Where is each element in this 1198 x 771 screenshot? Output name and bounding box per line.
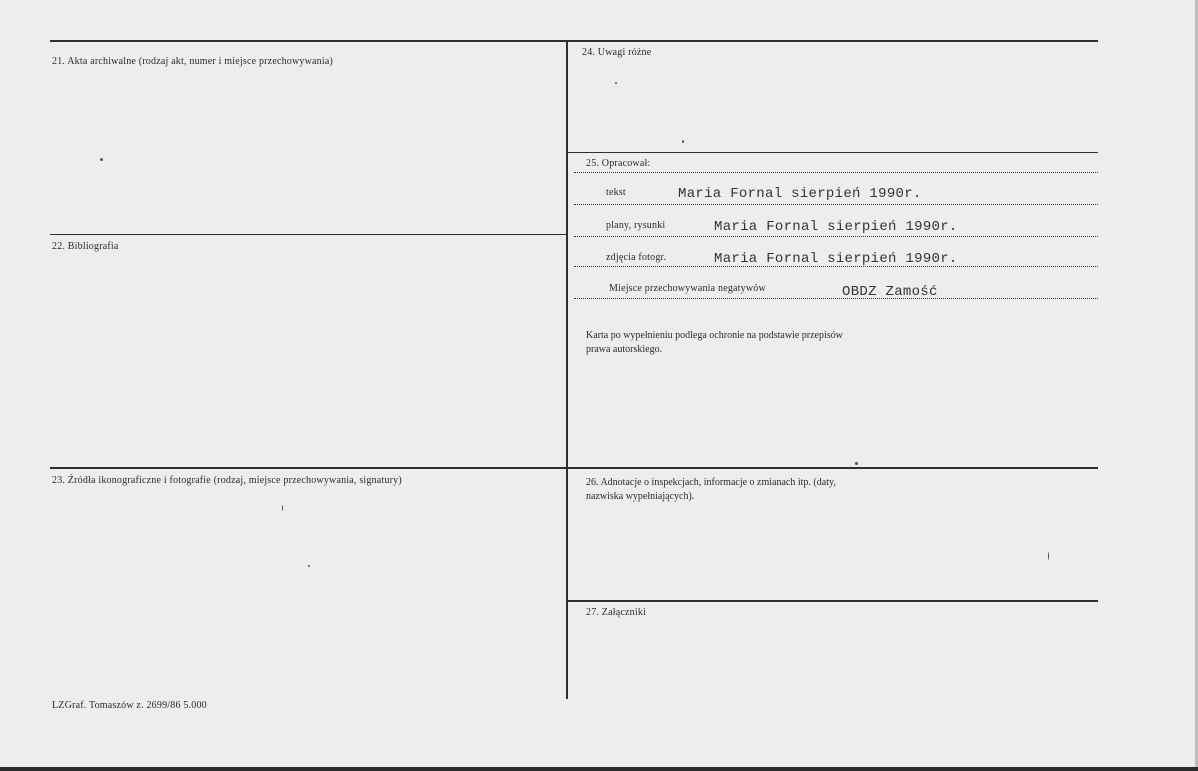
- section-27-label: 27. Załączniki: [586, 607, 646, 618]
- section-23-label: 23. Źródła ikonograficzne i fotografie (rodzaj, miejsce przechowywania, signatury): [52, 475, 402, 486]
- rule-25-26: [568, 467, 1098, 469]
- rule-21-22: [50, 234, 566, 235]
- scan-speck: [308, 565, 310, 567]
- scan-speck: [615, 82, 617, 84]
- section-24-label: 24. Uwagi różne: [582, 47, 652, 58]
- s25-dotline-1: [574, 204, 1098, 205]
- section-26-label-line1: 26. Adnotacje o inspekcjach, informacje o zmianach itp. (daty,: [586, 477, 836, 488]
- section-26-label-line2: nazwiska wypełniających).: [586, 491, 695, 502]
- s25-row-label-tekst: tekst: [606, 187, 626, 198]
- s25-dotline-2: [574, 236, 1098, 237]
- scan-speck: [1048, 552, 1049, 560]
- s25-row-value-tekst: Maria Fornal sierpień 1990r.: [678, 186, 922, 202]
- s25-row-label-negatywy: Miejsce przechowywania negatywów: [609, 283, 766, 294]
- scan-speck: [100, 158, 103, 161]
- scan-speck: [282, 505, 283, 511]
- s25-dotline-4: [574, 298, 1098, 299]
- rule-26-27: [568, 600, 1098, 602]
- top-rule: [50, 40, 1098, 42]
- rule-24-25: [568, 152, 1098, 153]
- printer-imprint: LZGraf. Tomaszów z. 2699/86 5.000: [52, 700, 207, 711]
- s25-row-label-zdjecia: zdjęcia fotogr.: [606, 252, 667, 263]
- section-25-label: 25. Opracował:: [586, 158, 651, 169]
- scan-edge-bottom: [0, 767, 1198, 771]
- rule-22-23: [50, 467, 566, 469]
- section-22-label: 22. Bibliografia: [52, 241, 119, 252]
- scan-speck: [682, 140, 684, 143]
- s25-dotline-3: [574, 266, 1098, 267]
- s25-row-value-negatywy: OBDZ Zamość: [842, 284, 938, 300]
- s25-note-line2: prawa autorskiego.: [586, 344, 663, 355]
- scan-speck: [855, 462, 858, 465]
- s25-row-label-plany: plany, rysunki: [606, 220, 666, 231]
- s25-row-value-zdjecia: Maria Fornal sierpień 1990r.: [714, 251, 958, 267]
- s25-note-line1: Karta po wypełnieniu podlega ochronie na podstawie przepisów: [586, 330, 843, 341]
- s25-header-dotline: [574, 172, 1098, 173]
- section-21-label: 21. Akta archiwalne (rodzaj akt, numer i miejsce przechowywania): [52, 56, 334, 67]
- s25-row-value-plany: Maria Fornal sierpień 1990r.: [714, 219, 958, 235]
